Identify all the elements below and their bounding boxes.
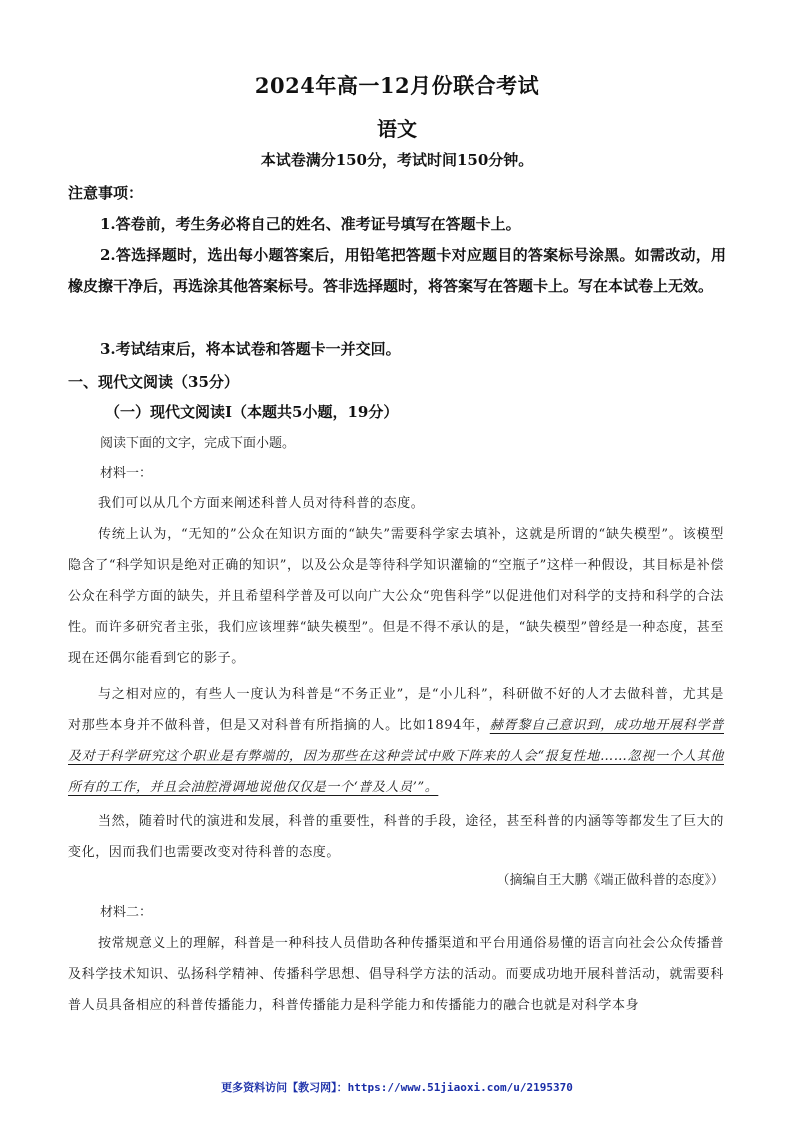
- material-1-paragraph-3: [68, 679, 724, 803]
- notice-item-2: 2.答选择题时，选出每小题答案后，用铅笔把答题卡对应题目的答案标号涂黑。如需改动，用橡皮擦干净后，再选涂其他答案标号。答非选择题时，将答案写在答题卡上。写在本试卷上无效。: [68, 246, 726, 295]
- material-1-paragraph-1: 我们可以从几个方面来阐述科普人员对待科普的态度。: [98, 496, 425, 511]
- exam-info: 本试卷满分150分，考试时间150分钟。: [260, 151, 534, 169]
- underlined-quote: 赫胥黎自己意识到，成功地开展科学普及对于科学研究这个职业是有弊端的，因为那些在这种尝试中败下阵来的人会“报复性地……忽视一个人其他所有的工作，并且会油腔滑调地说他仅仅是一个‘普及人员’”。: [68, 718, 724, 795]
- notice-heading: 注意事项：: [68, 184, 144, 202]
- material-1-paragraph-4: 当然，随着时代的演进和发展，科普的重要性，科普的手段，途径，甚至科普的内涵等等都发生了巨大的变化，因而我们也需要改变对待科普的态度。: [68, 814, 724, 860]
- paragraph-3-text: 与之相对应的，有些人一度认为科普是“不务正业”，是“小儿科”，科研做不好的人才去做科普，尤其是对那些本身并不做科普，但是又对科普有所指摘的人。比如1894年，: [68, 687, 724, 733]
- material-1-paragraph-2: 传统上认为，“无知的”公众在知识方面的“缺失”需要科学家去填补，这就是所谓的“缺失模型”。该模型隐含了“科学知识是绝对正确的知识”，以及公众是等待科学知识灌输的“空瓶子”这样一种假设，其目标是补偿公众在科学方面的缺失，并且希望科学普及可以向广大公众“兜售科学”以促进他们对科学的支持和科学的合法性。而许多研究者主张，我们应该埋葬“缺失模型”。但是不得不承认的是，“缺失模型”曾经是一种态度，甚至现在还偶尔能看到它的影子。: [68, 527, 724, 666]
- footer-link[interactable]: 更多资料访问【教习网】：https://www.51jiaoxi.com/u/2195370: [221, 1081, 573, 1094]
- notice-item-3: 3.考试结束后，将本试卷和答题卡一并交回。: [100, 340, 401, 358]
- sub-heading: （一）现代文阅读Ⅰ（本题共5小题，19分）: [105, 403, 399, 421]
- exam-title: 2024年高一12月份联合考试: [254, 73, 540, 98]
- subject-title: 语文: [377, 117, 417, 141]
- notice-item-1: 1.答卷前，考生务必将自己的姓名、准考证号填写在答题卡上。: [100, 215, 521, 233]
- material-2-label: 材料二：: [100, 905, 153, 920]
- material-1-label: 材料一：: [100, 466, 153, 481]
- reading-instruction: 阅读下面的文字，完成下面小题。: [100, 436, 296, 451]
- material-2-paragraph-1: 按常规意义上的理解，科普是一种科技人员借助各种传播渠道和平台用通俗易懂的语言向社会公众传播普及科学技术知识、弘扬科学精神、传播科学思想、倡导科学方法的活动。而要成功地开展科普活动，就需要科普人员具备相应的科普传播能力，科普传播能力是科学能力和传播能力的融合也就是对科学本身: [68, 936, 724, 1013]
- material-1-source: （摘编自王大鹏《端正做科普的态度》）: [496, 873, 724, 888]
- section-heading: 一、现代文阅读（35分）: [68, 373, 239, 391]
